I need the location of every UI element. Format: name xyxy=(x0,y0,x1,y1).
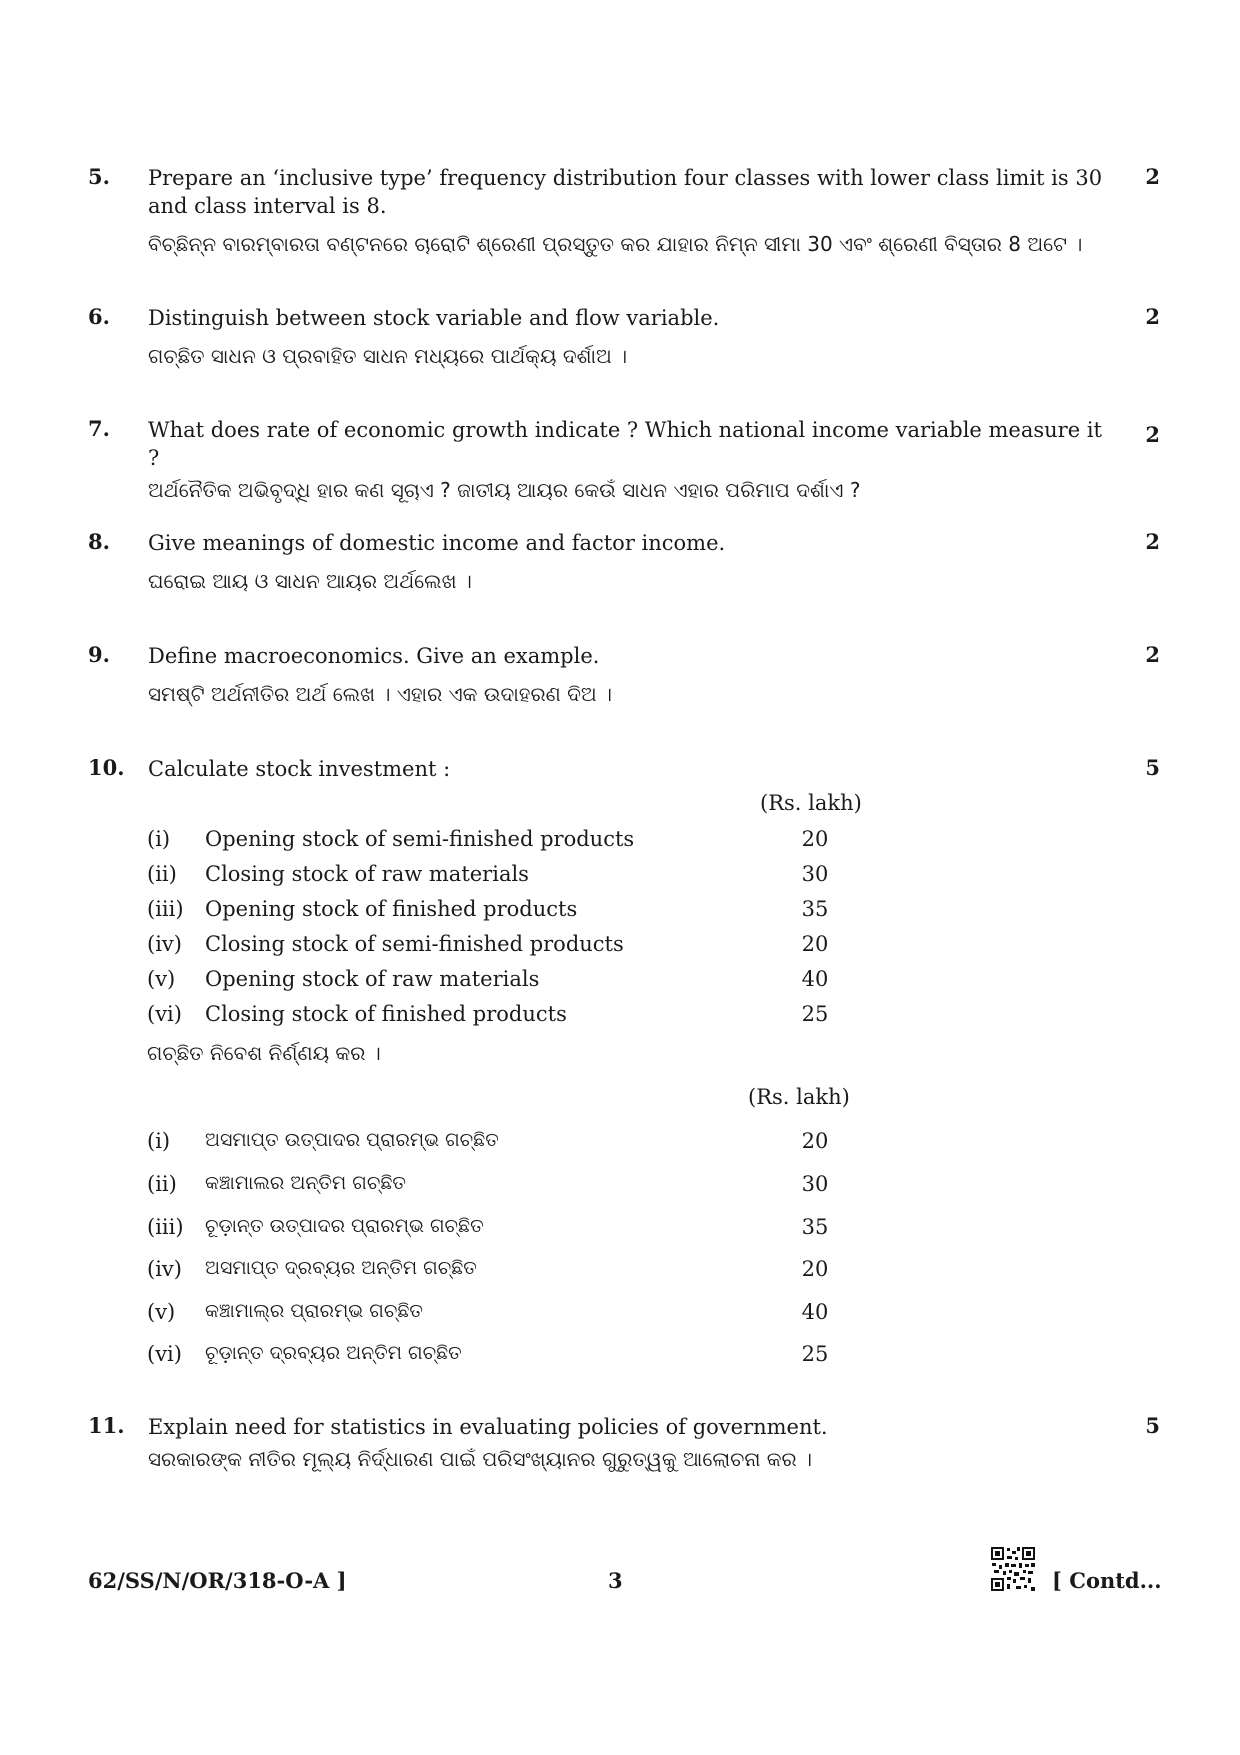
table-row xyxy=(147,1257,847,1287)
row-value: 20 xyxy=(801,827,829,851)
row-description: ଚୂଡ଼ାନ୍ତ ଉତ୍ପାଦର ପ୍ରାରମ୍ଭ ଗଚ୍ଛିତ xyxy=(205,1215,484,1237)
table-row xyxy=(147,1300,847,1330)
question-number: 9. xyxy=(88,642,110,667)
row-numeral: (iii) xyxy=(147,1215,184,1239)
row-value: 20 xyxy=(801,1129,829,1153)
row-value: 25 xyxy=(801,1342,829,1366)
row-description: ଅସମାପ୍ତ ଦ୍ରବ୍ୟର ଅନ୍ତିମ ଗଚ୍ଛିତ xyxy=(205,1257,477,1279)
paper-code: 62/SS/N/OR/318-O-A ] xyxy=(88,1568,347,1593)
row-value: 20 xyxy=(801,1257,829,1281)
question-text-odia: ଗଚ୍ଛିତ ସାଧନ ଓ ପ୍ରବାହିତ ସାଧନ ମଧ୍ୟରେ ପାର୍ଥକ୍ୟ ଦର୍ଶାଅ । xyxy=(148,344,628,368)
row-description: Opening stock of raw materials xyxy=(205,967,540,991)
question-marks: 2 xyxy=(1145,642,1160,667)
question-text-odia: ସରକାରଙ୍କ ନୀତିର ମୂଲ୍ୟ ନିର୍ଦ୍ଧାରଣ ପାଇଁ ପରିସଂଖ୍ୟାନର ଗୁରୁତ୍ୱକୁ ଆଲୋଚନା କର । xyxy=(148,1447,813,1471)
question-number: 8. xyxy=(88,529,110,554)
row-numeral: (iii) xyxy=(147,897,184,921)
question-text-english: Give meanings of domestic income and factor income. xyxy=(148,531,726,555)
question-11 xyxy=(88,1413,1160,1493)
question-8 xyxy=(88,529,1160,609)
row-numeral: (ii) xyxy=(147,1172,177,1196)
continued-label: [ Contd... xyxy=(1052,1568,1162,1593)
row-description: Closing stock of finished products xyxy=(205,1002,567,1026)
row-numeral: (iv) xyxy=(147,1257,182,1281)
table-row xyxy=(147,827,847,857)
question-number: 6. xyxy=(88,304,110,329)
question-text xyxy=(148,1413,1108,1473)
page-number: 3 xyxy=(608,1568,623,1593)
table-row xyxy=(147,862,847,892)
question-text-english: Prepare an ‘inclusive type’ frequency distribution four classes with lower class limit is 30 and class interval is 8. xyxy=(148,166,1103,218)
qr-code-icon xyxy=(990,1546,1036,1592)
row-description: Opening stock of finished products xyxy=(205,897,578,921)
question-marks: 5 xyxy=(1145,1413,1160,1438)
row-value: 35 xyxy=(801,897,829,921)
row-value: 30 xyxy=(801,862,829,886)
row-description: କଞ୍ଚାମାଲ୍‌ର ପ୍ରାରମ୍ଭ ଗଚ୍ଛିତ xyxy=(205,1300,423,1322)
row-description: Opening stock of semi-finished products xyxy=(205,827,635,851)
question-text-english: Define macroeconomics. Give an example. xyxy=(148,644,600,668)
row-description: Closing stock of semi-finished products xyxy=(205,932,624,956)
table-row xyxy=(147,1342,847,1372)
row-value: 35 xyxy=(801,1215,829,1239)
row-value: 40 xyxy=(801,1300,829,1324)
question-text xyxy=(148,529,1108,595)
row-value: 20 xyxy=(801,932,829,956)
row-numeral: (v) xyxy=(147,967,176,991)
table-row xyxy=(147,897,847,927)
question-7 xyxy=(88,416,1160,502)
question-text-odia: ଘରୋଇ ଆୟ ଓ ସାଧନ ଆୟର ଅର୍ଥଲେଖ । xyxy=(148,569,472,593)
question-marks: 2 xyxy=(1145,422,1160,447)
question-text-english: Explain need for statistics in evaluating policies of government. xyxy=(148,1415,828,1439)
table-row xyxy=(147,967,847,997)
question-marks: 5 xyxy=(1145,755,1160,780)
question-text xyxy=(148,416,1108,504)
table-row xyxy=(147,1129,847,1159)
row-numeral: (i) xyxy=(147,1129,171,1153)
row-description: ଚୂଡ଼ାନ୍ତ ଦ୍ରବ୍ୟର ଅନ୍ତିମ ଗଚ୍ଛିତ xyxy=(205,1342,462,1364)
row-description: Closing stock of raw materials xyxy=(205,862,529,886)
row-value: 40 xyxy=(801,967,829,991)
question-10 xyxy=(88,755,1160,785)
row-numeral: (iv) xyxy=(147,932,182,956)
row-numeral: (v) xyxy=(147,1300,176,1324)
question-number: 5. xyxy=(88,164,110,189)
row-description: କଞ୍ଚାମାଲର ଅନ୍ତିମ ଗଚ୍ଛିତ xyxy=(205,1172,406,1194)
question-5 xyxy=(88,164,1160,264)
question-text-english: Calculate stock investment : xyxy=(148,757,451,781)
row-numeral: (vi) xyxy=(147,1342,182,1366)
question-number: 7. xyxy=(88,416,110,441)
question-text xyxy=(148,164,1108,258)
question-number: 11. xyxy=(88,1413,125,1438)
question-text-english: What does rate of economic growth indicate ? Which national income variable measure it ? xyxy=(148,418,1102,470)
question-marks: 2 xyxy=(1145,529,1160,554)
question-text-english: Distinguish between stock variable and flow variable. xyxy=(148,306,720,330)
question-text-odia: ଅର୍ଥନୈତିକ ଅଭିବୃଦ୍ଧି ହାର କଣ ସୂଚାଏ ? ଜାତୀୟ ଆୟର କେଉଁ ସାଧନ ଏହାର ପରିମାପ ଦର୍ଶାଏ ? xyxy=(148,478,861,502)
row-numeral: (vi) xyxy=(147,1002,182,1026)
question-text-odia: ସମଷ୍ଟି ଅର୍ଥନୀତିର ଅର୍ଥ ଲେଖ । ଏହାର ଏକ ଉଦାହରଣ ଦିଅ । xyxy=(148,682,612,706)
question-6 xyxy=(88,304,1160,384)
table-row xyxy=(147,1172,847,1202)
question-text-odia: ବିଚ୍ଛିନ୍ନ ବାରମ୍ବାରତା ବଣ୍ଟନରେ ଚାରୋଟି ଶ୍ରେଣୀ ପ୍ରସ୍ତୁତ କର ଯାହାର ନିମ୍ନ ସୀମା 30 ଏବଂ ଶ୍ରେଣୀ ବିସ୍ତାର 8 ଅଟେ । xyxy=(148,232,1083,256)
row-numeral: (i) xyxy=(147,827,171,851)
question-text xyxy=(148,304,1108,370)
question-marks: 2 xyxy=(1145,164,1160,189)
unit-label-odia: (Rs. lakh) xyxy=(748,1085,850,1109)
unit-label-english: (Rs. lakh) xyxy=(760,791,862,815)
question-marks: 2 xyxy=(1145,304,1160,329)
question-9 xyxy=(88,642,1160,722)
row-value: 30 xyxy=(801,1172,829,1196)
table-row xyxy=(147,1002,847,1032)
row-value: 25 xyxy=(801,1002,829,1026)
question-text-odia: ଗଚ୍ଛିତ ନିବେଶ ନିର୍ଣ୍ଣୟ କର । xyxy=(147,1041,381,1065)
table-row xyxy=(147,932,847,962)
row-description: ଅସମାପ୍ତ ଉତ୍ପାଦର ପ୍ରାରମ୍ଭ ଗଚ୍ଛିତ xyxy=(205,1129,499,1151)
question-number: 10. xyxy=(88,755,125,780)
question-text xyxy=(148,642,1108,708)
row-numeral: (ii) xyxy=(147,862,177,886)
table-row xyxy=(147,1215,847,1245)
